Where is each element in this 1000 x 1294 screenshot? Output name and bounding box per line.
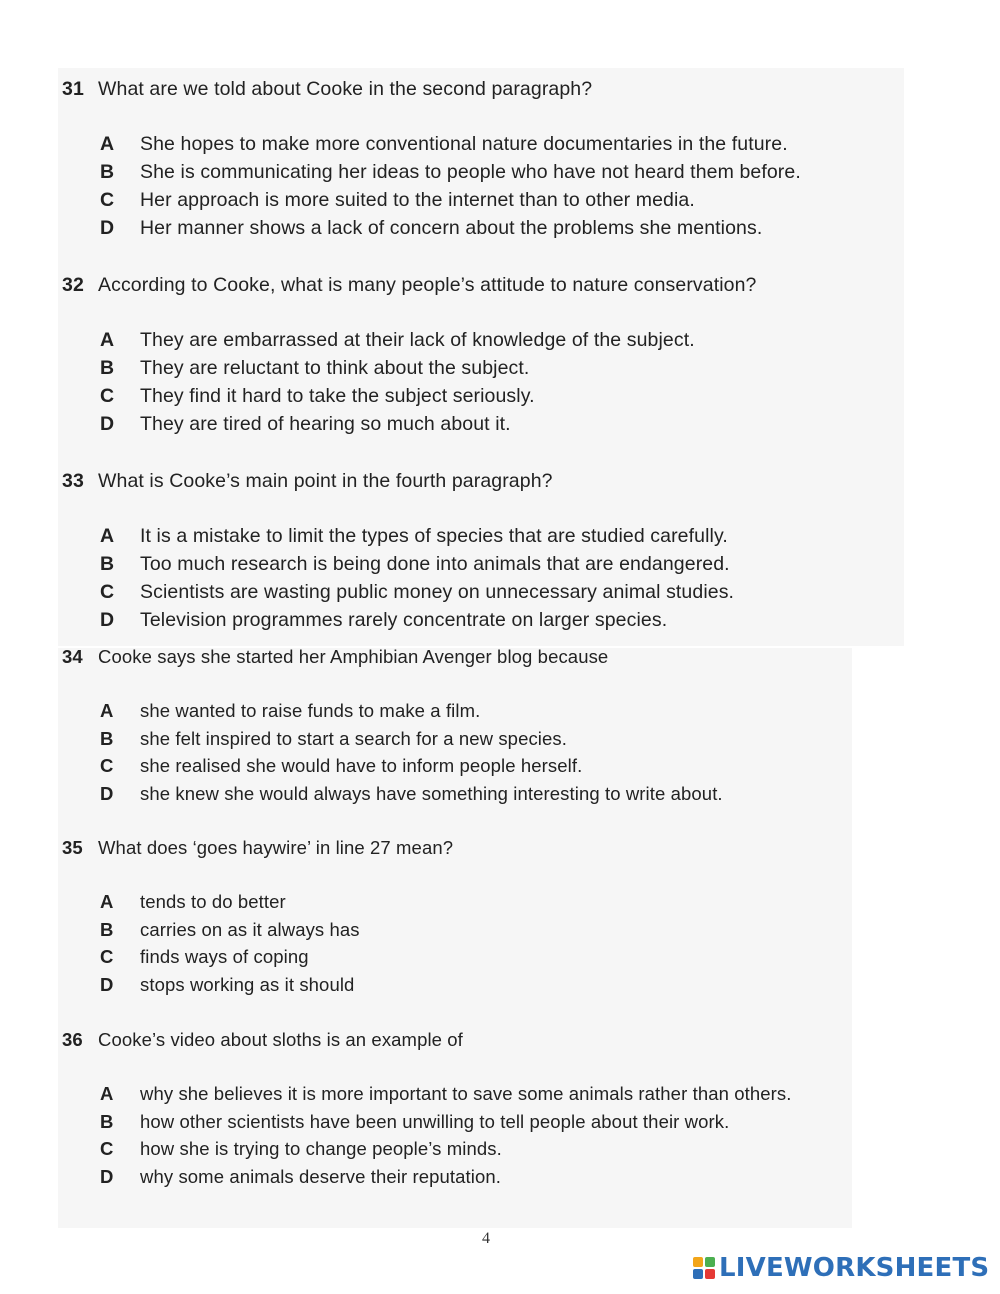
option-a [62,697,723,725]
option-letter: D [100,782,114,804]
option-text: They are tired of hearing so much about it. [140,413,511,435]
option-letter: B [100,727,114,749]
option-text: They are embarrassed at their lack of knowledge of the subject. [140,329,695,351]
option-letter: B [100,161,115,183]
option-text: It is a mistake to limit the types of species that are studied carefully. [140,525,728,547]
question-number: 33 [62,470,84,492]
question-33 [62,470,734,634]
option-a [62,1080,791,1108]
option-a [62,522,734,550]
option-c [62,943,453,971]
option-text: Too much research is being done into animals that are endangered. [140,553,730,575]
option-d [62,780,723,808]
options-list [62,522,734,634]
question-stem: According to Cooke, what is many people’s attitude to nature conservation? [98,274,757,296]
option-b [62,725,723,753]
option-d [62,410,757,438]
option-text: she wanted to raise funds to make a film. [140,700,481,721]
option-text: she realised she would have to inform people herself. [140,755,583,776]
option-text: tends to do better [140,891,286,912]
question-stem: What does ‘goes haywire’ in line 27 mean? [98,837,454,858]
option-text: Scientists are wasting public money on unnecessary animal studies. [140,581,735,603]
option-a [62,130,801,158]
option-letter: A [100,329,115,351]
options-list [62,888,453,998]
question-number: 31 [62,78,84,100]
liveworksheets-brand[interactable] [692,1253,989,1283]
option-letter: A [100,891,114,912]
option-text: Her manner shows a lack of concern about the problems she mentions. [140,217,763,239]
option-letter: C [100,385,115,407]
question-number: 34 [62,646,83,667]
option-text: stops working as it should [140,973,355,995]
question-31 [62,78,801,242]
question-36 [62,1029,791,1190]
option-text: She hopes to make more conventional nature documentaries in the future. [140,133,788,155]
option-text: she knew she would always have something interesting to write about. [140,782,723,804]
options-list [62,1080,791,1190]
option-letter: A [100,700,114,721]
option-c [62,752,723,780]
option-d [62,214,801,242]
question-35 [62,837,453,998]
options-list [62,326,757,438]
option-text: finds ways of coping [140,946,309,967]
option-d [62,606,734,634]
option-d [62,971,453,999]
option-text: They are reluctant to think about the subject. [140,357,530,379]
option-text: why she believes it is more important to save some animals rather than others. [140,1083,792,1104]
question-number: 35 [62,837,83,858]
options-list [62,697,723,807]
option-text: They find it hard to take the subject seriously. [140,385,535,407]
option-c [62,1135,791,1163]
option-b [62,158,801,186]
option-text: She is communicating her ideas to people who have not heard them before. [140,161,801,183]
option-d [62,1163,791,1191]
option-c [62,382,757,410]
question-number: 36 [62,1029,83,1050]
option-letter: A [100,1083,114,1104]
option-letter: B [100,553,115,575]
question-32 [62,274,757,438]
option-text: Her approach is more suited to the internet than to other media. [140,189,695,211]
question-number: 32 [62,274,84,296]
question-stem: What are we told about Cooke in the second paragraph? [98,78,593,100]
option-b [62,916,453,944]
question-stem: What is Cooke’s main point in the fourth paragraph? [98,470,553,492]
option-letter: C [100,1138,114,1159]
option-letter: C [100,946,114,967]
option-text: Television programmes rarely concentrate on larger species. [140,609,668,631]
option-letter: B [100,1110,114,1132]
option-letter: C [100,189,115,211]
option-letter: D [100,217,115,239]
option-text: she felt inspired to start a search for a new species. [140,727,567,749]
option-letter: D [100,609,115,631]
option-letter: A [100,133,115,155]
option-text: carries on as it always has [140,918,360,940]
option-a [62,888,453,916]
options-list [62,130,801,242]
option-letter: D [100,1165,114,1187]
option-b [62,1108,791,1136]
page-number: 4 [482,1230,490,1247]
option-letter: C [100,755,114,776]
option-letter: A [100,525,115,547]
option-b [62,550,734,578]
option-a [62,326,757,354]
option-c [62,578,734,606]
brand-name: LIVEWORKSHEETS [719,1253,990,1283]
liveworksheets-logo-icon [692,1256,716,1280]
option-text: how other scientists have been unwilling to tell people about their work. [140,1110,730,1132]
question-34 [62,646,723,807]
option-b [62,354,757,382]
option-text: why some animals deserve their reputation. [140,1165,502,1187]
option-text: how she is trying to change people’s minds. [140,1138,502,1159]
option-letter: B [100,357,115,379]
option-c [62,186,801,214]
option-letter: D [100,973,114,995]
question-stem: Cooke says she started her Amphibian Avenger blog because [98,646,609,667]
option-letter: B [100,918,114,940]
option-letter: D [100,413,115,435]
option-letter: C [100,581,115,603]
question-stem: Cooke’s video about sloths is an example of [98,1029,463,1050]
